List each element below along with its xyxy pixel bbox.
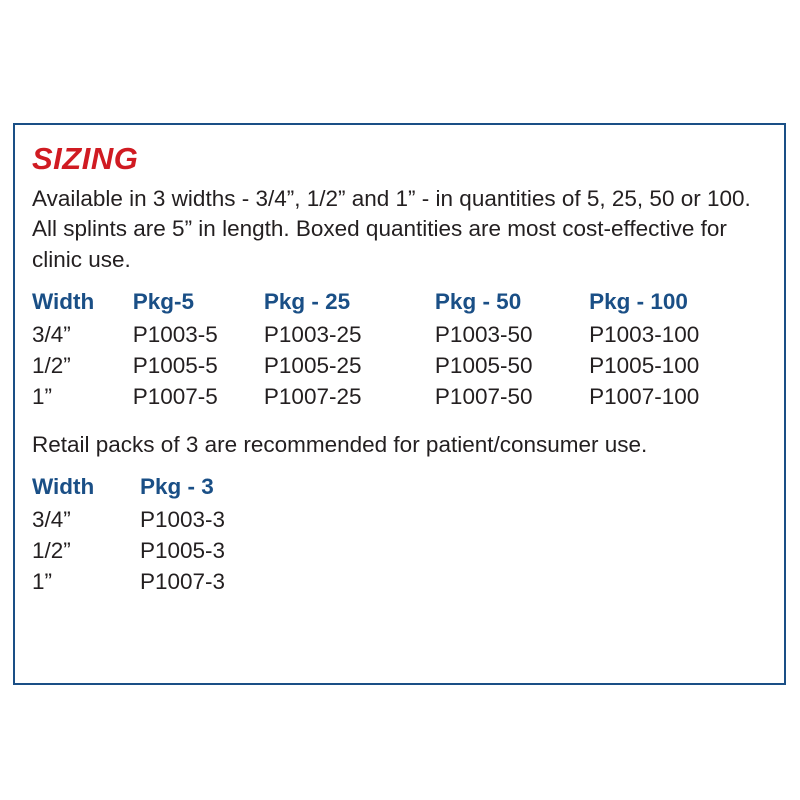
column-header-pkg-5: Pkg-5 bbox=[132, 289, 194, 315]
cell-pkg-3: P1007-3 bbox=[140, 568, 226, 594]
cell-width: 1/2” bbox=[32, 538, 71, 564]
cell-pkg-25: P1005-25 bbox=[263, 353, 362, 379]
sizing-panel-content bbox=[15, 125, 784, 598]
cell-pkg-25: P1003-25 bbox=[263, 322, 362, 348]
cell-width: 3/4” bbox=[32, 322, 71, 348]
retail-table-header bbox=[32, 474, 340, 505]
cell-pkg-100: P1005-100 bbox=[589, 353, 700, 379]
cell-width: 1” bbox=[32, 383, 53, 409]
table-header-row bbox=[32, 289, 758, 320]
table-row bbox=[32, 320, 758, 351]
cell-pkg-100: P1007-100 bbox=[589, 383, 700, 409]
table-row bbox=[32, 382, 758, 413]
table-row bbox=[32, 567, 340, 598]
cell-width: 3/4” bbox=[32, 507, 71, 533]
sizing-panel bbox=[13, 123, 786, 685]
table-header-row bbox=[32, 474, 340, 505]
column-header-pkg-25: Pkg - 25 bbox=[263, 289, 351, 315]
cell-pkg-3: P1003-3 bbox=[140, 507, 226, 533]
table-row bbox=[32, 536, 340, 567]
column-header-width: Width bbox=[32, 289, 95, 315]
column-header-width: Width bbox=[32, 474, 95, 500]
cell-width: 1” bbox=[32, 568, 53, 594]
cell-pkg-3: P1005-3 bbox=[140, 538, 226, 564]
table-row bbox=[32, 351, 758, 382]
retail-table-body bbox=[32, 505, 340, 597]
cell-pkg-50: P1007-50 bbox=[434, 383, 533, 409]
cell-pkg-5: P1003-5 bbox=[132, 322, 218, 348]
table-row bbox=[32, 505, 340, 536]
main-table-header bbox=[32, 289, 758, 320]
cell-width: 1/2” bbox=[32, 353, 71, 379]
intro-paragraph: Available in 3 widths - 3/4”, 1/2” and 1” - in quantities of 5, 25, 50 or 100. All splints are 5” in length. Boxed quantities are most cost-effective for clinic use. bbox=[32, 185, 751, 272]
cell-pkg-50: P1005-50 bbox=[434, 353, 533, 379]
retail-note-paragraph: Retail packs of 3 are recommended for patient/consumer use. bbox=[32, 431, 648, 457]
cell-pkg-100: P1003-100 bbox=[589, 322, 700, 348]
column-header-pkg-50: Pkg - 50 bbox=[434, 289, 522, 315]
cell-pkg-5: P1007-5 bbox=[132, 383, 218, 409]
retail-sizing-table bbox=[32, 474, 340, 597]
cell-pkg-5: P1005-5 bbox=[132, 353, 218, 379]
column-header-pkg-100: Pkg - 100 bbox=[589, 289, 688, 315]
main-table-body bbox=[32, 320, 758, 412]
column-header-pkg-3: Pkg - 3 bbox=[140, 474, 214, 500]
cell-pkg-50: P1003-50 bbox=[434, 322, 533, 348]
main-sizing-table bbox=[32, 289, 758, 412]
page-title: SIZING bbox=[32, 141, 139, 176]
cell-pkg-25: P1007-25 bbox=[263, 383, 362, 409]
